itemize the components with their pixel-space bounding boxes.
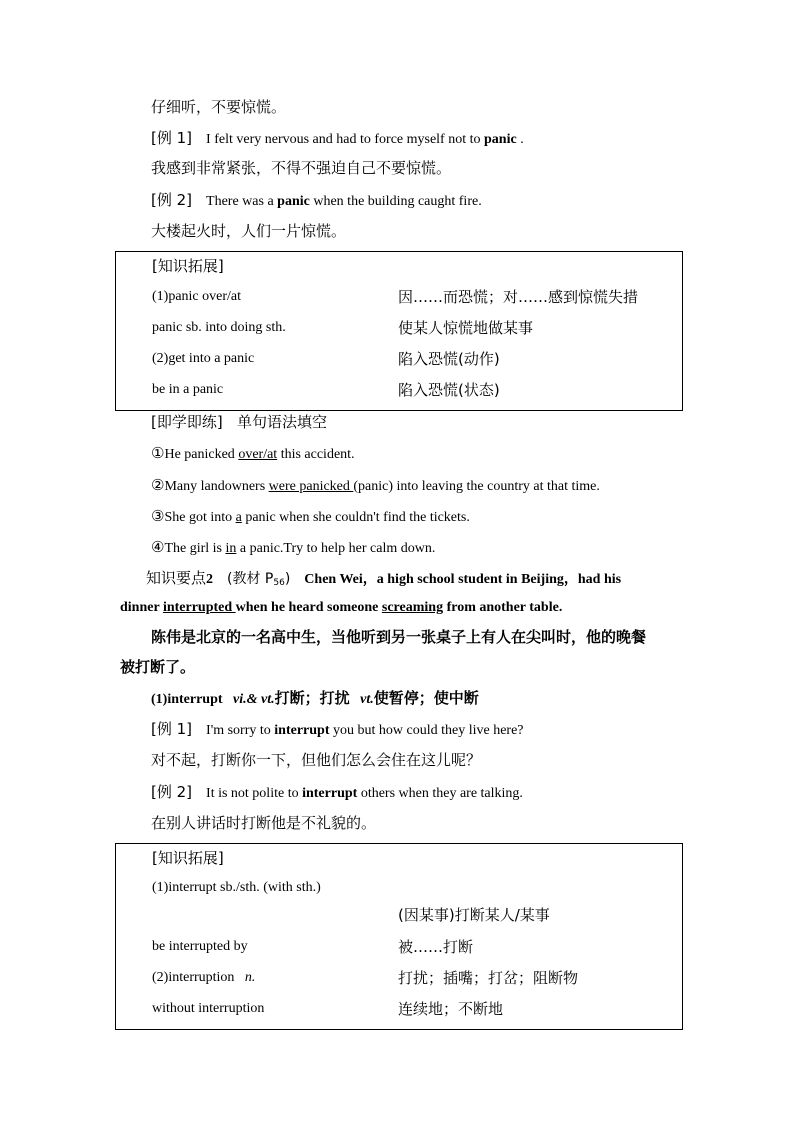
- item-number: ③: [151, 507, 165, 525]
- practice-heading: [151, 412, 327, 432]
- item-text-end: (panic) into leaving the country at that time.: [353, 479, 600, 494]
- item-text: The girl is: [164, 541, 226, 556]
- keyword-panic: panic: [277, 194, 310, 209]
- item-number: ④: [151, 538, 165, 556]
- example-2-panic: [151, 190, 482, 212]
- intro-line: 仔细听，不要惊慌。: [151, 98, 287, 116]
- phrase-cn: 因……而恐慌；对……感到惊慌失措: [398, 288, 639, 306]
- phrase-cn: 连续地；不断地: [398, 1000, 504, 1018]
- example-text: I'm sorry to: [206, 723, 275, 738]
- example-2-interrupt: [151, 782, 523, 804]
- item-number: ②: [151, 476, 165, 494]
- item-text: Many landowners: [164, 479, 269, 494]
- sentence-text-end: from another table.: [443, 600, 563, 615]
- phrase-cn: (因某事)打断某人/某事: [398, 906, 550, 924]
- practice-subtitle: 单句语法填空: [237, 413, 328, 431]
- point-number: 2: [206, 572, 214, 587]
- phrase-en: [152, 968, 255, 988]
- example-text: I felt very nervous and had to force myself not to: [206, 132, 485, 147]
- source-ref: [227, 571, 290, 587]
- example-text-end: you but how could they live here?: [329, 723, 524, 738]
- phrase-pos: n.: [244, 970, 256, 985]
- item-answer: a: [235, 510, 242, 525]
- phrase-en: without interruption: [152, 1001, 265, 1016]
- source-translation-b: 被打断了。: [120, 658, 196, 676]
- example-1-panic: [151, 128, 524, 150]
- phrase-cn: 打扰；插嘴；打岔；阻断物: [398, 969, 579, 987]
- example-text-end: others when they are talking.: [357, 786, 523, 801]
- phrase-text: (2)interruption: [152, 970, 235, 985]
- phrase-cn: 陷入恐慌(动作): [398, 350, 500, 368]
- item-text: He panicked: [164, 447, 239, 462]
- example-2-interrupt-translation: 在别人讲话时打断他是不礼貌的。: [151, 814, 377, 832]
- keyword-panic: panic: [484, 132, 517, 147]
- sentence-text: dinner: [120, 600, 163, 615]
- phrase-en: be interrupted by: [152, 939, 248, 954]
- box-title: [知识拓展]: [152, 257, 224, 275]
- item-answer: in: [225, 541, 237, 556]
- keyword-interrupt: interrupt: [274, 723, 330, 738]
- practice-item-3: [151, 506, 470, 528]
- definition-interrupt: [151, 688, 479, 710]
- phrase-cn: 陷入恐慌(状态): [398, 381, 500, 399]
- def-meaning: 使暂停；使中断: [373, 689, 479, 707]
- example-1-panic-translation: 我感到非常紧张，不得不强迫自己不要惊慌。: [151, 159, 452, 177]
- phrase-en: (1)panic over/at: [152, 289, 242, 304]
- sentence-text: when he heard someone: [235, 600, 382, 615]
- source-ref-close: ): [284, 571, 291, 587]
- point-label: 知识要点: [146, 569, 207, 587]
- practice-title: [即学即练]: [151, 413, 223, 431]
- example-tag: [例 2]: [151, 783, 193, 801]
- def-head: (1)interrupt: [151, 692, 223, 707]
- phrase-cn: 被……打断: [398, 938, 474, 956]
- example-tag: [例 1]: [151, 720, 193, 738]
- phrase-en: (1)interrupt sb./sth. (with sth.): [152, 880, 321, 895]
- keyword-interrupt: interrupt: [302, 786, 358, 801]
- underlined-screaming: screaming: [381, 600, 444, 615]
- example-2-panic-translation: 大楼起火时，人们一片惊慌。: [151, 222, 347, 240]
- example-text-end: .: [516, 132, 524, 147]
- knowledge-extension-box-2: [115, 843, 683, 1030]
- knowledge-point-2: [146, 568, 621, 593]
- example-text-end: when the building caught fire.: [309, 194, 482, 209]
- item-number: ①: [151, 444, 165, 462]
- source-ref-text: (教材 P: [227, 571, 274, 587]
- practice-item-2: [151, 475, 600, 497]
- item-text-end: a panic.Try to help her calm down.: [236, 541, 436, 556]
- example-text: It is not polite to: [206, 786, 303, 801]
- source-page: 56: [273, 578, 285, 588]
- underlined-interrupted: interrupted: [162, 600, 236, 615]
- item-text: She got into: [164, 510, 236, 525]
- source-translation-a: 陈伟是北京的一名高中生，当他听到另一张桌子上有人在尖叫时，他的晚餐: [151, 628, 647, 646]
- example-tag: [例 2]: [151, 191, 193, 209]
- practice-item-4: [151, 537, 435, 559]
- example-1-interrupt-translation: 对不起，打断你一下，但他们怎么会住在这儿呢？: [151, 751, 482, 769]
- def-pos: vi.& vt.: [233, 692, 275, 707]
- source-sentence-a: Chen Wei，a high school student in Beijing，had his: [304, 572, 622, 587]
- def-pos: vt.: [360, 692, 374, 707]
- phrase-en: be in a panic: [152, 382, 224, 397]
- def-meaning: 打断；打扰: [274, 689, 350, 707]
- item-answer: over/at: [238, 447, 278, 462]
- item-text-end: this accident.: [277, 447, 355, 462]
- example-tag: [例 1]: [151, 129, 193, 147]
- practice-item-1: [151, 443, 355, 465]
- box-title: [知识拓展]: [152, 849, 224, 867]
- knowledge-extension-box-1: [115, 251, 683, 411]
- phrase-en: panic sb. into doing sth.: [152, 320, 286, 335]
- source-sentence-b: [120, 598, 562, 618]
- phrase-en: (2)get into a panic: [152, 351, 255, 366]
- example-1-interrupt: [151, 719, 524, 741]
- example-text: There was a: [206, 194, 278, 209]
- phrase-cn: 使某人惊慌地做某事: [398, 319, 534, 337]
- item-text-end: panic when she couldn't find the tickets.: [241, 510, 470, 525]
- item-answer: were panicked: [268, 479, 354, 494]
